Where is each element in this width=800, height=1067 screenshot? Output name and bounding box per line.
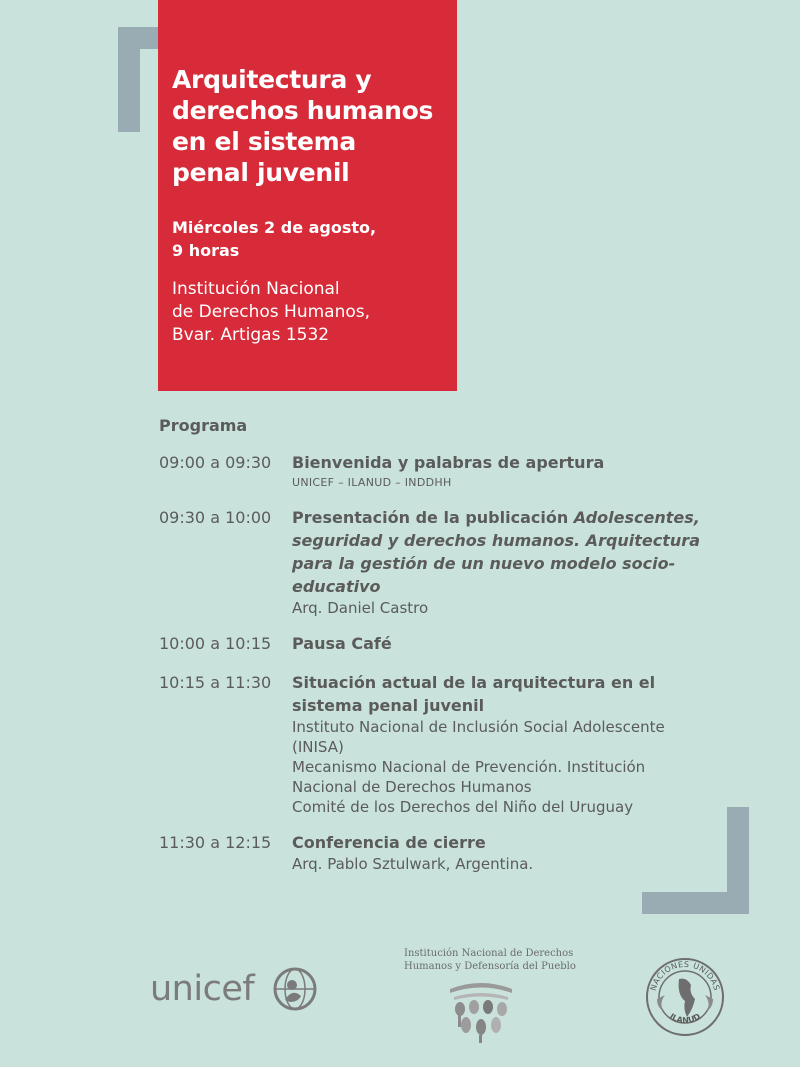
- program-item: [159, 632, 719, 655]
- item-title: Bienvenida y palabras de apertura: [292, 453, 605, 472]
- publication-title: seguridad y derechos humanos. Arquitectura: [292, 531, 700, 550]
- item-title-line: Situación actual de la arquitectura en el: [292, 673, 656, 692]
- event-header-box: [158, 0, 457, 391]
- participant-line: Nacional de Derechos Humanos: [292, 778, 532, 796]
- item-participants: [292, 717, 719, 817]
- item-title: Conferencia de cierre: [292, 833, 486, 852]
- item-detail: [292, 632, 719, 655]
- sponsor-logos: [0, 935, 800, 1045]
- event-date-line: Miércoles 2 de agosto,: [172, 218, 377, 237]
- corner-bracket-top-left-vertical: [118, 27, 140, 132]
- corner-bracket-bottom-right-vertical: [727, 807, 749, 914]
- program-item: [159, 831, 719, 874]
- event-title-line: penal juvenil: [172, 158, 350, 187]
- ilanud-seal-icon: [643, 955, 727, 1039]
- event-date: [172, 216, 447, 262]
- event-title-line: en el sistema: [172, 127, 356, 156]
- publication-title: para la gestión de un nuevo modelo socio-: [292, 554, 676, 573]
- item-title: [292, 671, 719, 717]
- inddhh-logo-text: [404, 947, 576, 973]
- unicef-emblem-icon: [272, 966, 318, 1012]
- ilanud-top-text: NACIONES UNIDAS: [648, 959, 722, 992]
- inddhh-emblem-icon: [446, 979, 516, 1043]
- venue-line: Bvar. Artigas 1532: [172, 325, 330, 345]
- ilanud-bottom-text: ILANUD: [667, 1011, 703, 1026]
- inddhh-line: Institución Nacional de Derechos: [404, 948, 574, 959]
- participant-line: Instituto Nacional de Inclusión Social Adolescente: [292, 718, 665, 736]
- event-title-line: Arquitectura y: [172, 65, 372, 94]
- program-section: [159, 416, 719, 888]
- item-title-part: Presentación de la publicación: [292, 508, 574, 527]
- publication-title: Adolescentes,: [573, 508, 700, 527]
- participant-line: Mecanismo Nacional de Prevención. Institución: [292, 758, 646, 776]
- item-title: [292, 506, 719, 598]
- publication-title: educativo: [292, 577, 381, 596]
- item-time: 09:30 a 10:00: [159, 508, 272, 527]
- venue-line: de Derechos Humanos,: [172, 302, 371, 322]
- item-detail: [292, 671, 719, 817]
- item-detail: [292, 831, 719, 874]
- item-organizers: UNICEF – ILANUD – INDDHH: [292, 476, 452, 489]
- event-venue: [172, 278, 447, 347]
- event-title-line: derechos humanos: [172, 96, 434, 125]
- unicef-logo-text: unicef: [150, 969, 255, 1009]
- item-title-line: sistema penal juvenil: [292, 696, 485, 715]
- program-heading: Programa: [159, 416, 248, 435]
- item-detail: [292, 506, 719, 618]
- program-item: [159, 506, 719, 618]
- inddhh-line: Humanos y Defensoría del Pueblo: [404, 961, 576, 972]
- item-time: 11:30 a 12:15: [159, 833, 272, 852]
- svg-text:ILANUD: [668, 1012, 702, 1026]
- item-speaker: Arq. Daniel Castro: [292, 599, 429, 617]
- item-detail: [292, 451, 719, 492]
- program-item: [159, 451, 719, 492]
- participant-line: (INISA): [292, 738, 344, 756]
- venue-line: Institución Nacional: [172, 279, 340, 299]
- event-time-line: 9 horas: [172, 241, 240, 260]
- item-title: Pausa Café: [292, 634, 392, 653]
- item-speaker: Arq. Pablo Sztulwark, Argentina.: [292, 855, 534, 873]
- program-item: [159, 671, 719, 817]
- item-time: 09:00 a 09:30: [159, 453, 272, 472]
- participant-line: Comité de los Derechos del Niño del Uruguay: [292, 798, 634, 816]
- event-title: [172, 64, 447, 188]
- item-time: 10:00 a 10:15: [159, 634, 272, 653]
- item-time: 10:15 a 11:30: [159, 673, 272, 692]
